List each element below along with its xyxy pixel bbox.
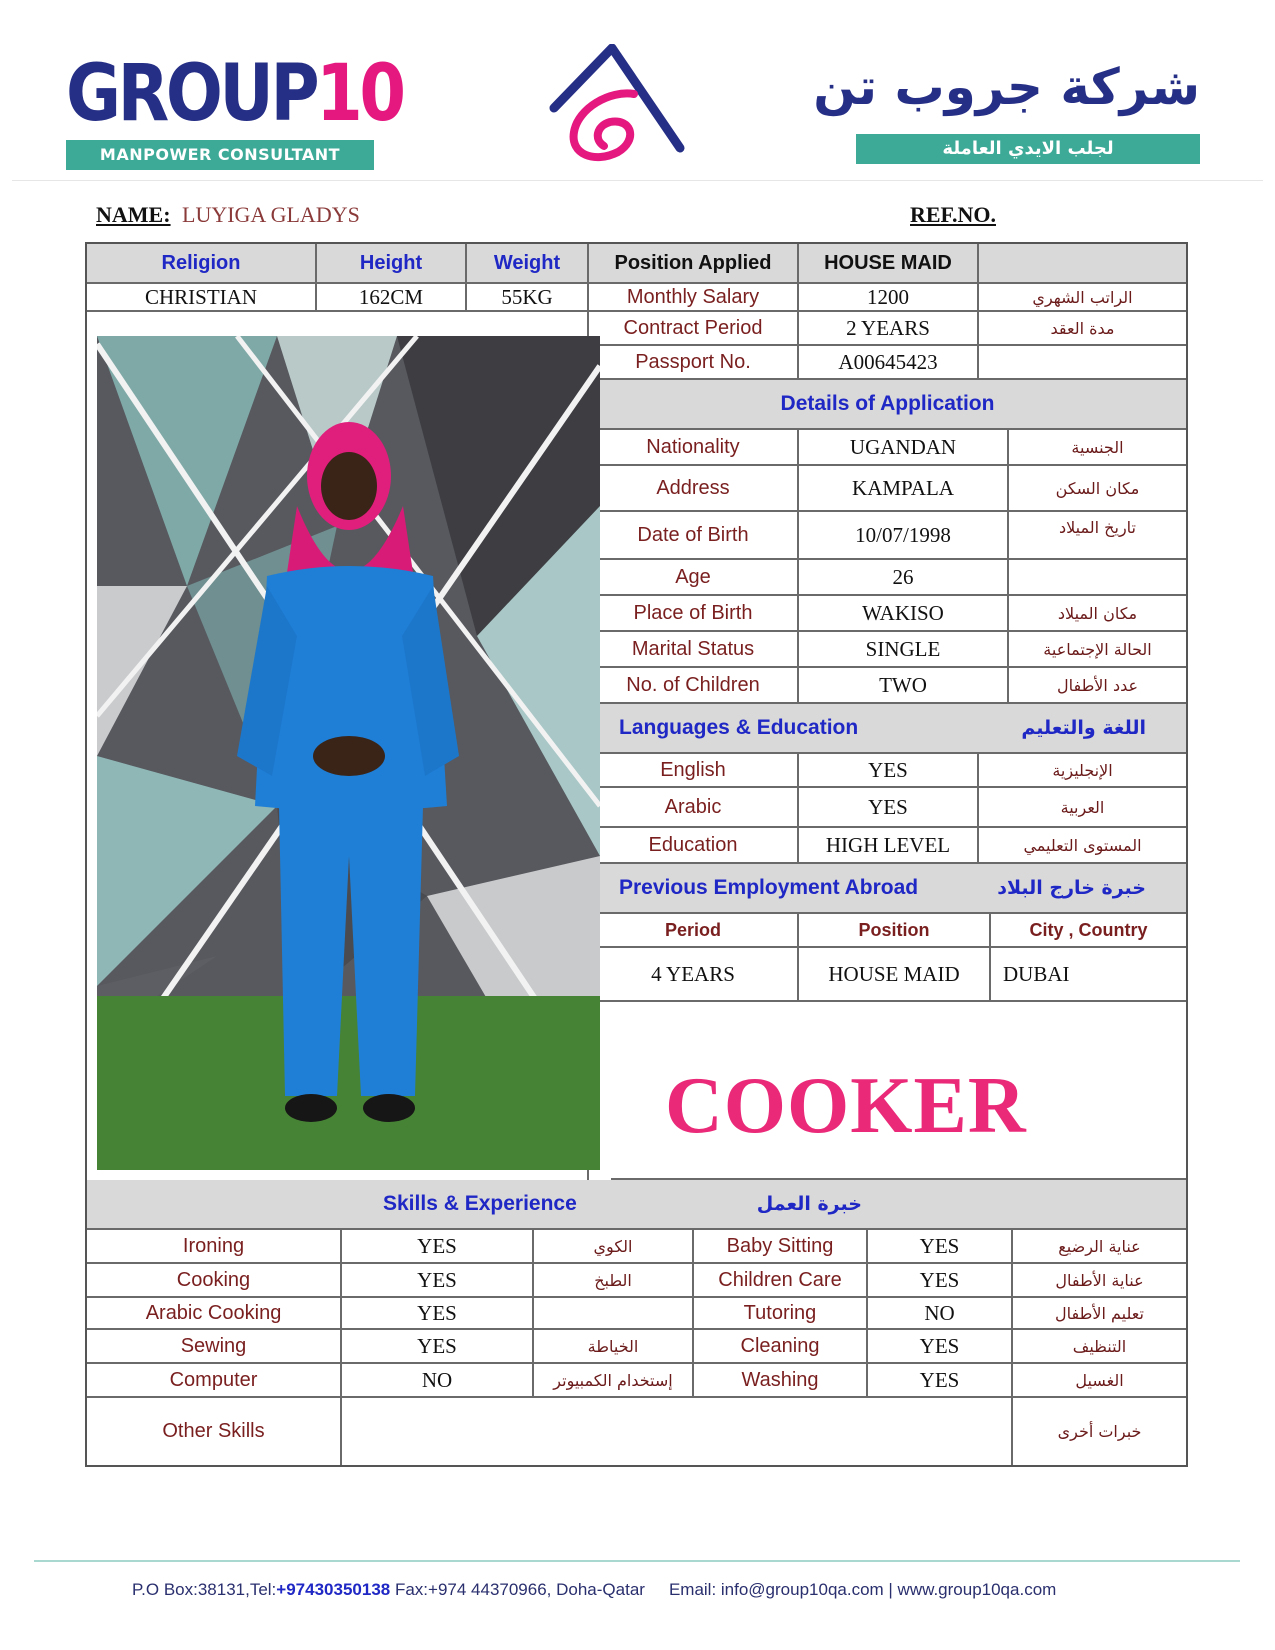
skill-washing-ar: الغسيل [1013, 1364, 1186, 1398]
religion-header: Religion [87, 244, 317, 284]
languages-title-ar: اللغة والتعليم [1021, 717, 1146, 739]
skill-arabic-cooking-value: YES [342, 1298, 534, 1330]
skill-computer-ar: إستخدام الكمبيوتر [534, 1364, 694, 1398]
employment-period-value: 4 YEARS [589, 948, 799, 1002]
salary-value: 1200 [799, 284, 979, 312]
english-value: YES [799, 754, 979, 788]
candidate-photo [97, 336, 600, 1170]
employment-title: Previous Employment Abroad [619, 876, 919, 899]
skill-babysitting-value: YES [868, 1230, 1013, 1264]
skill-cooking-label: Cooking [87, 1264, 342, 1298]
salary-label: Monthly Salary [589, 284, 799, 312]
skill-childcare-value: YES [868, 1264, 1013, 1298]
highlight-block [611, 1034, 1186, 1180]
employment-title-ar: خبرة خارج البلاد [997, 877, 1146, 899]
contract-ar: مدة العقد [979, 312, 1186, 346]
english-label: English [589, 754, 799, 788]
brand-wordmark [66, 49, 403, 139]
employment-city-value: DUBAI [991, 948, 1186, 1002]
skill-ironing-value: YES [342, 1230, 534, 1264]
footer-divider [34, 1560, 1240, 1562]
skill-babysitting-ar: عناية الرضيع [1013, 1230, 1186, 1264]
skill-sewing-ar: الخياطة [534, 1330, 694, 1364]
skill-childcare-ar: عناية الأطفال [1013, 1264, 1186, 1298]
passport-ar [979, 346, 1186, 380]
children-label: No. of Children [589, 668, 799, 704]
skill-tutoring-value: NO [868, 1298, 1013, 1330]
employment-position-value: HOUSE MAID [799, 948, 991, 1002]
group10-emblem-icon [548, 44, 688, 164]
children-value: TWO [799, 668, 1009, 704]
skill-tutoring-ar: تعليم الأطفال [1013, 1298, 1186, 1330]
skill-sewing-label: Sewing [87, 1330, 342, 1364]
other-skills-label: Other Skills [87, 1398, 342, 1465]
address-ar: مكان السكن [1009, 466, 1186, 512]
education-label: Education [589, 828, 799, 864]
employment-band [589, 864, 1186, 914]
position-applied-header: Position Applied [589, 244, 799, 284]
passport-value: A00645423 [799, 346, 979, 380]
footer-address: P.O Box:38131,Tel: [132, 1580, 277, 1599]
contract-value: 2 YEARS [799, 312, 979, 346]
height-value: 162CM [317, 284, 467, 312]
address-value: KAMPALA [799, 466, 1009, 512]
header-divider [12, 180, 1263, 181]
footer-contact [132, 1580, 1056, 1600]
marital-ar: الحالة الإجتماعية [1009, 632, 1186, 668]
footer-phone: +97430350138 [276, 1580, 391, 1599]
skill-washing-label: Washing [694, 1364, 868, 1398]
skill-childcare-label: Children Care [694, 1264, 868, 1298]
education-ar: المستوى التعليمي [979, 828, 1186, 864]
skill-arabic-cooking-label: Arabic Cooking [87, 1298, 342, 1330]
highlight-text: COOKER [665, 1061, 1027, 1150]
skill-computer-value: NO [342, 1364, 534, 1398]
footer-fax: Fax:+974 44370966, Doha-Qatar [390, 1580, 645, 1599]
skill-washing-value: YES [868, 1364, 1013, 1398]
skill-sewing-value: YES [342, 1330, 534, 1364]
arabic-logo [813, 52, 1200, 164]
footer-email-web: Email: info@group10qa.com | www.group10qa.com [668, 1580, 1057, 1599]
skills-band [87, 1180, 1186, 1230]
birthplace-value: WAKISO [799, 596, 1009, 632]
skill-babysitting-label: Baby Sitting [694, 1230, 868, 1264]
position-applied-value: HOUSE MAID [799, 244, 979, 284]
application-title: Details of Application [589, 380, 1186, 430]
name-value: LUYIGA GLADYS [182, 202, 360, 227]
nationality-value: UGANDAN [799, 430, 1009, 466]
marital-value: SINGLE [799, 632, 1009, 668]
arabic-ar: العربية [979, 788, 1186, 828]
skill-cleaning-label: Cleaning [694, 1330, 868, 1364]
contract-label: Contract Period [589, 312, 799, 346]
skills-title-ar: خبرة العمل [756, 1193, 862, 1215]
languages-band [589, 704, 1186, 754]
birthplace-ar: مكان الميلاد [1009, 596, 1186, 632]
skill-cooking-value: YES [342, 1264, 534, 1298]
english-ar: الإنجليزية [979, 754, 1186, 788]
birthplace-label: Place of Birth [589, 596, 799, 632]
skill-ironing-label: Ironing [87, 1230, 342, 1264]
ref-no-label: REF.NO. [910, 202, 996, 227]
other-skills-value [342, 1398, 1013, 1465]
skill-ironing-ar: الكوي [534, 1230, 694, 1264]
arabic-label: Arabic [589, 788, 799, 828]
nationality-label: Nationality [589, 430, 799, 466]
salary-ar: الراتب الشهري [979, 284, 1186, 312]
skill-computer-label: Computer [87, 1364, 342, 1398]
group10-logo [66, 49, 403, 164]
brand-number: 10 [316, 49, 403, 139]
skill-tutoring-label: Tutoring [694, 1298, 868, 1330]
age-value: 26 [799, 560, 1009, 596]
weight-value: 55KG [467, 284, 589, 312]
cv-form [85, 242, 1188, 1467]
other-skills-ar: خبرات أخرى [1057, 1422, 1142, 1441]
employment-position-header: Position [799, 914, 991, 948]
weight-header: Weight [467, 244, 589, 284]
skill-arabic-cooking-ar [534, 1298, 694, 1330]
languages-title: Languages & Education [619, 716, 859, 739]
arabic-value: YES [799, 788, 979, 828]
passport-label: Passport No. [589, 346, 799, 380]
brand-main: GROUP [66, 49, 317, 139]
position-header-blank [979, 244, 1186, 284]
skill-cleaning-ar: التنظيف [1013, 1330, 1186, 1364]
brand-tagline: MANPOWER CONSULTANT [66, 140, 374, 170]
arabic-company-name: شركة جروب تن [813, 58, 1200, 116]
name-label: NAME: [96, 202, 171, 227]
height-header: Height [317, 244, 467, 284]
dob-value: 10/07/1998 [799, 512, 1009, 560]
employment-period-header: Period [589, 914, 799, 948]
employment-city-header: City , Country [991, 914, 1186, 948]
religion-value: CHRISTIAN [87, 284, 317, 312]
address-label: Address [589, 466, 799, 512]
education-value: HIGH LEVEL [799, 828, 979, 864]
arabic-tagline: لجلب الايدي العاملة [856, 134, 1200, 164]
dob-label: Date of Birth [589, 512, 799, 560]
nationality-ar: الجنسية [1009, 430, 1186, 466]
children-ar: عدد الأطفال [1009, 668, 1186, 704]
dob-ar: تاريخ الميلاد [1009, 512, 1186, 560]
skill-cooking-ar: الطبخ [534, 1264, 694, 1298]
marital-label: Marital Status [589, 632, 799, 668]
age-label: Age [589, 560, 799, 596]
age-ar [1009, 560, 1186, 596]
skill-cleaning-value: YES [868, 1330, 1013, 1364]
skills-title: Skills & Experience [383, 1192, 577, 1215]
